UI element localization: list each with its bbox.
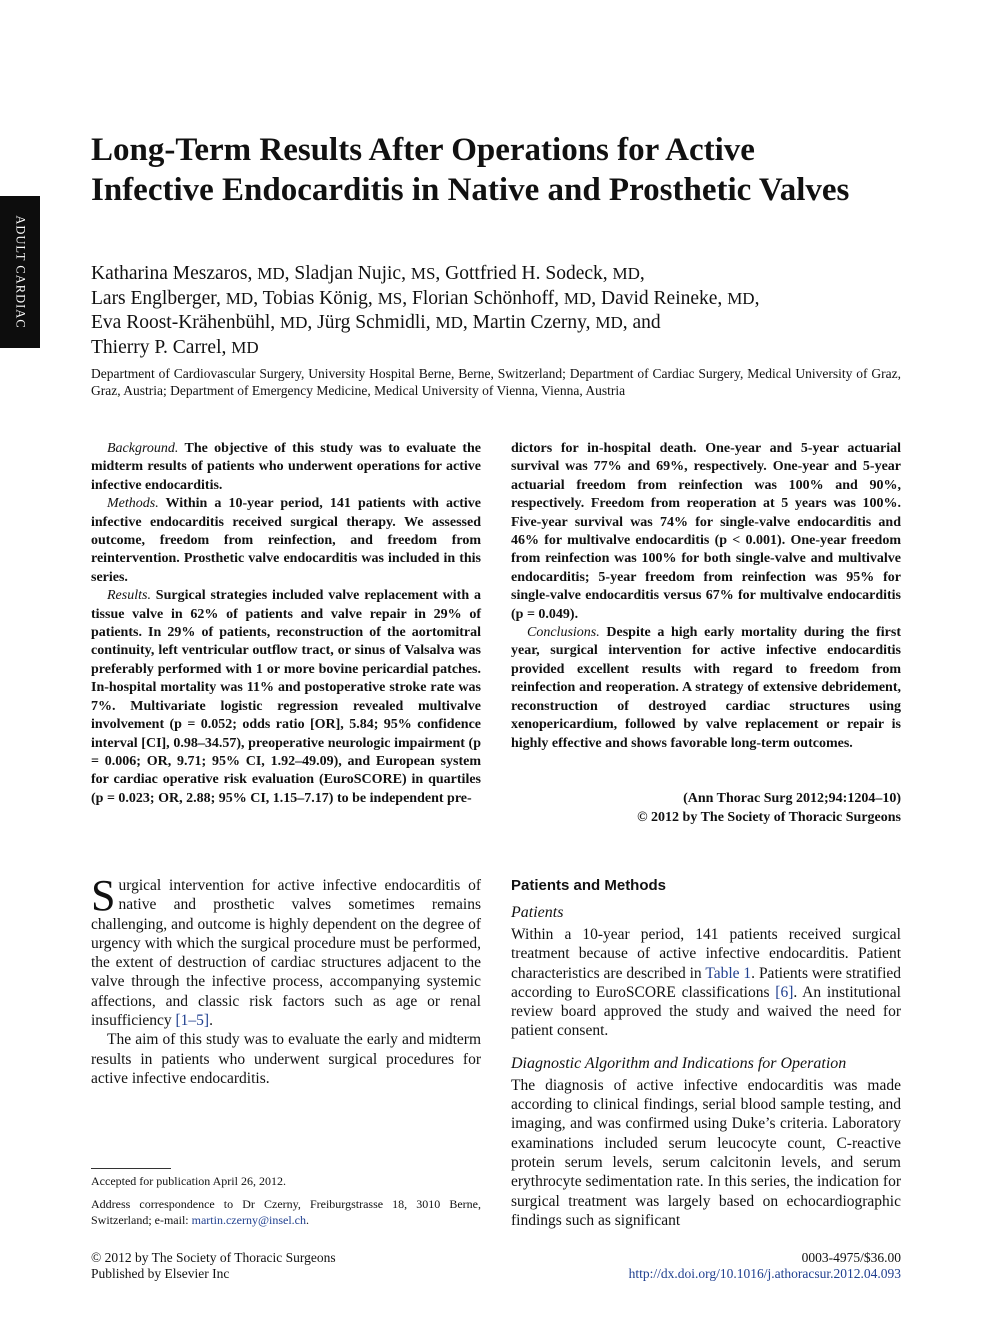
footer-issn: 0003-4975/$36.00 — [801, 1250, 901, 1265]
author-degree: MD — [435, 313, 463, 332]
email-link[interactable]: martin.czerny@insel.ch — [191, 1213, 306, 1227]
author-degree: MD — [563, 288, 592, 308]
author-line — [91, 336, 921, 361]
reference-link[interactable]: [6] — [775, 983, 794, 1001]
section-side-tab — [0, 196, 40, 348]
author-separator: , — [462, 312, 473, 333]
body-right-column — [511, 876, 901, 1230]
author-separator: , and — [622, 312, 661, 333]
footer-right — [560, 1250, 901, 1282]
author-degree: MD — [257, 264, 285, 283]
author-list — [91, 262, 921, 360]
abstract-right-column — [511, 440, 901, 753]
author-degree: MD — [225, 288, 254, 308]
author-degree: MD — [727, 288, 755, 308]
intro-paragraph — [91, 871, 481, 1030]
address-text: Address correspondence to Dr Czerny, Freiburgstrasse 18, 3010 Berne, Switzerland; e-mail: — [91, 1197, 481, 1227]
author-line — [91, 262, 921, 287]
drop-cap: S — [91, 871, 116, 920]
doi-link[interactable]: http://dx.doi.org/10.1016/j.athoracsur.2012.04.093 — [628, 1266, 901, 1281]
author-degree: MS — [410, 264, 436, 283]
author-name: David Reineke, — [601, 287, 728, 309]
abstract-background-heading: Background. — [107, 441, 179, 456]
abstract-methods-text: Within a 10-year period, 141 patients with active infective endocarditis received surgical therapy. We assessed outcome, freedom from reinfection, and freedom from reintervention. Prosthetic valve endocarditis was included in this series. — [91, 496, 481, 585]
citation-block — [511, 789, 901, 827]
patients-text-2: . Patients were stratified according to EuroSCORE classifications — [511, 964, 902, 1001]
abstract-results — [91, 587, 481, 808]
abstract-background-text: The objective of this study was to evaluate the midterm results of patients who underwent operations for active infective endocarditis. — [91, 441, 481, 493]
footnote-accepted: Accepted for publication April 26, 2012. — [91, 1174, 286, 1188]
patients-text-3: . An institutional review board approved the study and waived the need for patient consent. — [511, 983, 901, 1040]
author-separator: , — [402, 287, 413, 309]
abstract-left-column — [91, 440, 481, 808]
author-separator: , — [435, 263, 446, 284]
author-line — [91, 287, 921, 312]
author-degree: MD — [595, 313, 623, 332]
author-name: Gottfried H. Sodeck, — [445, 263, 613, 284]
body-left-column — [91, 871, 481, 1088]
subsection-heading-patients: Patients — [511, 904, 564, 921]
diagnostic-paragraph: The diagnosis of active infective endocarditis was made according to clinical findings, serial blood sample testing, and imaging, and was confirmed using Duke’s criteria. Laboratory examinations included serum leucocyte count, C-reactive protein serum levels, serum calcitonin levels, and serum erythrocyte sedimentation rate. In this series, the indication for surgical treatment was largely based on echocardiographic findings such as significant — [511, 1076, 901, 1229]
footnote-rule — [91, 1168, 171, 1169]
author-line — [91, 311, 921, 336]
abstract-methods-heading: Methods. — [107, 496, 159, 512]
author-name: Katharina Meszaros, — [91, 263, 258, 284]
footer-copyright: © 2012 by The Society of Thoracic Surgeons — [91, 1250, 336, 1265]
abstract-conclusions — [511, 624, 901, 753]
author-separator: , — [284, 263, 295, 284]
author-name: Martin Czerny, — [472, 312, 596, 333]
abstract-conclusions-text: Despite a high early mortality during the first year, surgical intervention for active infective endocarditis provided excellent results with regard to freedom from reinfection and reoperation. A strategy of extensive debridement, reconstruction of destroyed cardiac structures using xenopericardium, followed by valve replacement or repair is highly effective and shows favorable long-term outcomes. — [511, 625, 901, 751]
abstract-results-text: Surgical strategies included valve replacement with a tissue valve in 62% of patients and valve repair in 29% of patients. In 29% of patients, reconstruction of the aortomitral continuity, left ventricular outflow tract, or sinus of Valsalva was preferably performed with 1 or more bovine pericardial patches. In-hospital mortality was 11% and postoperative stroke rate was 7%. Multivariate logistic regression revealed multivalve involvement (p = 0.052; odds ratio [OR], 5.84; 95% confidence interval [CI], 0.98–34.57), preoperative neurologic impairment (p = 0.006; OR, 9.71; 95% CI, 1.92–49.09), and European system for cardiac operative risk evaluation (EuroSCORE) in quartiles (p = 0.023; OR, 2.88; 95% CI, 1.15–7.17) to be independent pre- — [91, 588, 481, 806]
journal-citation: (Ann Thorac Surg 2012;94:1204–10) — [683, 791, 901, 806]
author-separator: , — [253, 287, 263, 309]
footnote-address — [91, 1196, 481, 1228]
aim-paragraph: The aim of this study was to evaluate the early and midterm results in patients who underwent surgical procedures for active infective endocarditis. — [91, 1031, 481, 1087]
abstract-conclusions-heading: Conclusions. — [527, 625, 600, 641]
abstract-methods — [91, 495, 481, 587]
patients-paragraph — [511, 925, 901, 1041]
side-tab-label: ADULT CARDIAC — [13, 215, 28, 329]
author-separator: , — [307, 312, 318, 333]
subsection-heading-diagnostic: Diagnostic Algorithm and Indications for Operation — [511, 1054, 847, 1072]
author-name: Jürg Schmidli, — [317, 312, 436, 333]
abstract-results-heading: Results. — [107, 588, 151, 604]
intro-text: urgical intervention for active infective endocarditis of native and prosthetic valves sometimes remains challenging, and outcome is highly dependent on the degree of urgency with which the surgical procedure must be performed, the extent of destruction of cardiac structures adjacent to the valve through the infective process, accompanying systemic affections, and classic risk factors such as age or renal insufficiency — [91, 877, 481, 1030]
citation-copyright: © 2012 by The Society of Thoracic Surgeons — [637, 810, 901, 825]
author-separator: , — [754, 287, 760, 309]
footer-publisher: Published by Elsevier Inc — [91, 1266, 230, 1281]
author-degree: MD — [231, 337, 259, 357]
affiliations: Department of Cardiovascular Surgery, University Hospital Berne, Berne, Switzerland; Department of Cardiac Surgery, Medical University of Graz, Graz, Austria; Department of Emergency Medicine, Medical University of Vienna, Vienna, Austria — [91, 366, 901, 398]
intro-text-end: . — [209, 1012, 213, 1030]
author-separator: , — [591, 287, 602, 309]
author-degree: MD — [280, 313, 308, 332]
address-end: . — [305, 1213, 309, 1227]
section-heading: Patients and Methods — [511, 877, 667, 894]
author-name: Thierry P. Carrel, — [91, 336, 232, 358]
patients-text: Within a 10-year period, 141 patients received surgical treatment because of active infective endocarditis. Patient characteristics are described in — [511, 926, 901, 982]
table-link[interactable]: Table 1 — [705, 964, 752, 982]
abstract-results-continued: dictors for in-hospital death. One-year and 5-year actuarial survival was 77% and 69%, respectively. One-year and 5-year actuarial freedom from reinfection was 100% and 90%, respectively. Freedom from reoperation at 5 years was 100%. Five-year survival was 74% for single-valve endocarditis and 46% for multivalve endocarditis (p < 0.001). One-year freedom from reinfection was 100% for both single-valve and multivalve endocarditis; 5-year freedom from reinfection was 95% for single-valve endocarditis versus 67% for multivalve endocarditis (p = 0.049). — [511, 441, 901, 622]
author-name: Eva Roost-Krähenbühl, — [91, 312, 281, 333]
author-degree: MS — [377, 288, 403, 308]
abstract-background — [91, 440, 481, 495]
author-name: Tobias König, — [262, 287, 378, 309]
author-name: Lars Englberger, — [91, 287, 226, 309]
footer-left — [91, 1250, 336, 1282]
author-name: Florian Schönhoff, — [412, 287, 564, 309]
article-title: Long-Term Results After Operations for Active Infective Endocarditis in Native and Prosthetic Valves — [91, 132, 850, 208]
author-name: Sladjan Nujic, — [294, 263, 411, 284]
reference-link[interactable]: [1–5] — [175, 1012, 210, 1030]
author-degree: MD — [612, 264, 640, 283]
author-separator: , — [639, 263, 645, 284]
